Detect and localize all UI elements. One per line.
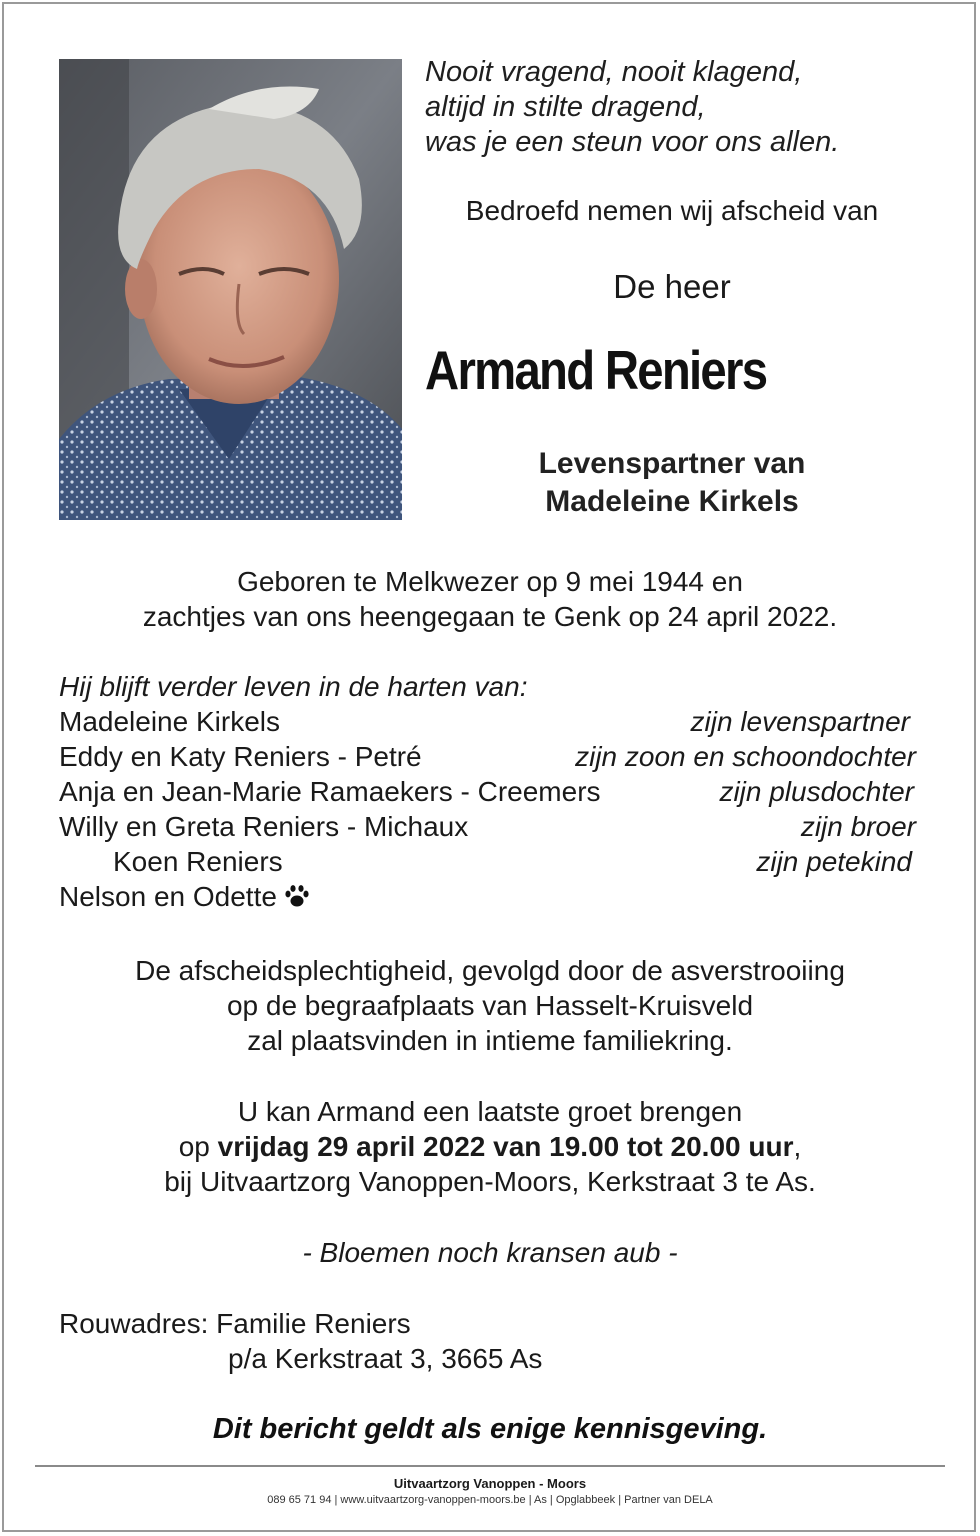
poem-line: Nooit vragend, nooit klagend, [425, 56, 803, 88]
visit-line: U kan Armand een laatste groet brengen [237, 1096, 743, 1127]
family-row [59, 706, 916, 741]
family-member-name: Nelson en Odette [59, 881, 277, 912]
family-row [59, 776, 916, 811]
portrait-photo [59, 59, 402, 520]
family-member-name: Koen Reniers [113, 846, 283, 877]
visit-datetime: vrijdag 29 april 2022 van 19.00 tot 20.00 uur [217, 1131, 794, 1162]
family-heading: Hij blijft verder leven in de harten van: [59, 671, 528, 702]
family-row [59, 846, 916, 881]
ceremony-text [40, 953, 940, 1058]
footer-details: 089 65 71 94 | www.uitvaartzorg-vanoppen-moors.be | As | Opglabbeek | Partner van DELA [267, 1494, 713, 1506]
family-row [59, 881, 916, 916]
ceremony-line: zal plaatsvinden in intieme familiekring. [247, 1025, 733, 1056]
poem-line: altijd in stilte dragend, [425, 91, 706, 123]
family-member-relation: zijn levenspartner [690, 706, 910, 737]
family-member-relation: zijn petekind [756, 846, 912, 877]
mourning-address: Rouwadres: Familie Reniers [59, 1308, 411, 1339]
family-member-relation: zijn broer [800, 811, 916, 842]
born-line: Geboren te Melkwezer op 9 mei 1944 en [237, 566, 743, 597]
family-member-name: Eddy en Katy Reniers - Petré [59, 741, 422, 772]
family-member-name: Madeleine Kirkels [59, 706, 280, 737]
deceased-name: Armand Reniers [425, 339, 767, 401]
family-member-name: Willy en Greta Reniers - Michaux [59, 811, 469, 842]
partner-line: Levenspartner van [538, 447, 806, 480]
family-member-pets [59, 881, 311, 917]
footer-company: Uitvaartzorg Vanoppen - Moors [393, 1476, 587, 1491]
family-member-relation: zijn plusdochter [719, 776, 914, 807]
notice-text: Dit bericht geldt als enige kennisgeving. [212, 1413, 768, 1445]
intro-text: Bedroefd nemen wij afscheid van [465, 195, 879, 226]
visit-prefix: op [178, 1131, 218, 1162]
family-row [59, 811, 916, 846]
visit-suffix: , [793, 1131, 802, 1162]
birth-death-text [40, 564, 940, 634]
paw-icon [283, 882, 311, 917]
visit-datetime-line [40, 1129, 940, 1164]
family-row [59, 741, 916, 776]
ceremony-line: op de begraafplaats van Hasselt-Kruisveld [226, 990, 754, 1021]
visitation-text [40, 1094, 940, 1199]
partner-name: Madeleine Kirkels [545, 485, 799, 518]
mourning-address-street: p/a Kerkstraat 3, 3665 As [228, 1343, 543, 1374]
born-line: zachtjes van ons heengegaan te Genk op 24 april 2022. [142, 601, 838, 632]
poem [425, 55, 945, 160]
honorific: De heer [613, 268, 731, 305]
flowers-note: - Bloemen noch kransen aub - [302, 1237, 678, 1268]
footer-divider [35, 1465, 945, 1467]
partner-block [402, 445, 942, 521]
family-member-name: Anja en Jean-Marie Ramaekers - Creemers [59, 776, 601, 807]
poem-line: was je een steun voor ons allen. [425, 126, 840, 158]
ceremony-line: De afscheidsplechtigheid, gevolgd door de asverstrooiing [135, 955, 845, 986]
family-member-relation: zijn zoon en schoondochter [575, 741, 916, 772]
visit-line: bij Uitvaartzorg Vanoppen-Moors, Kerkstraat 3 te As. [164, 1166, 816, 1197]
